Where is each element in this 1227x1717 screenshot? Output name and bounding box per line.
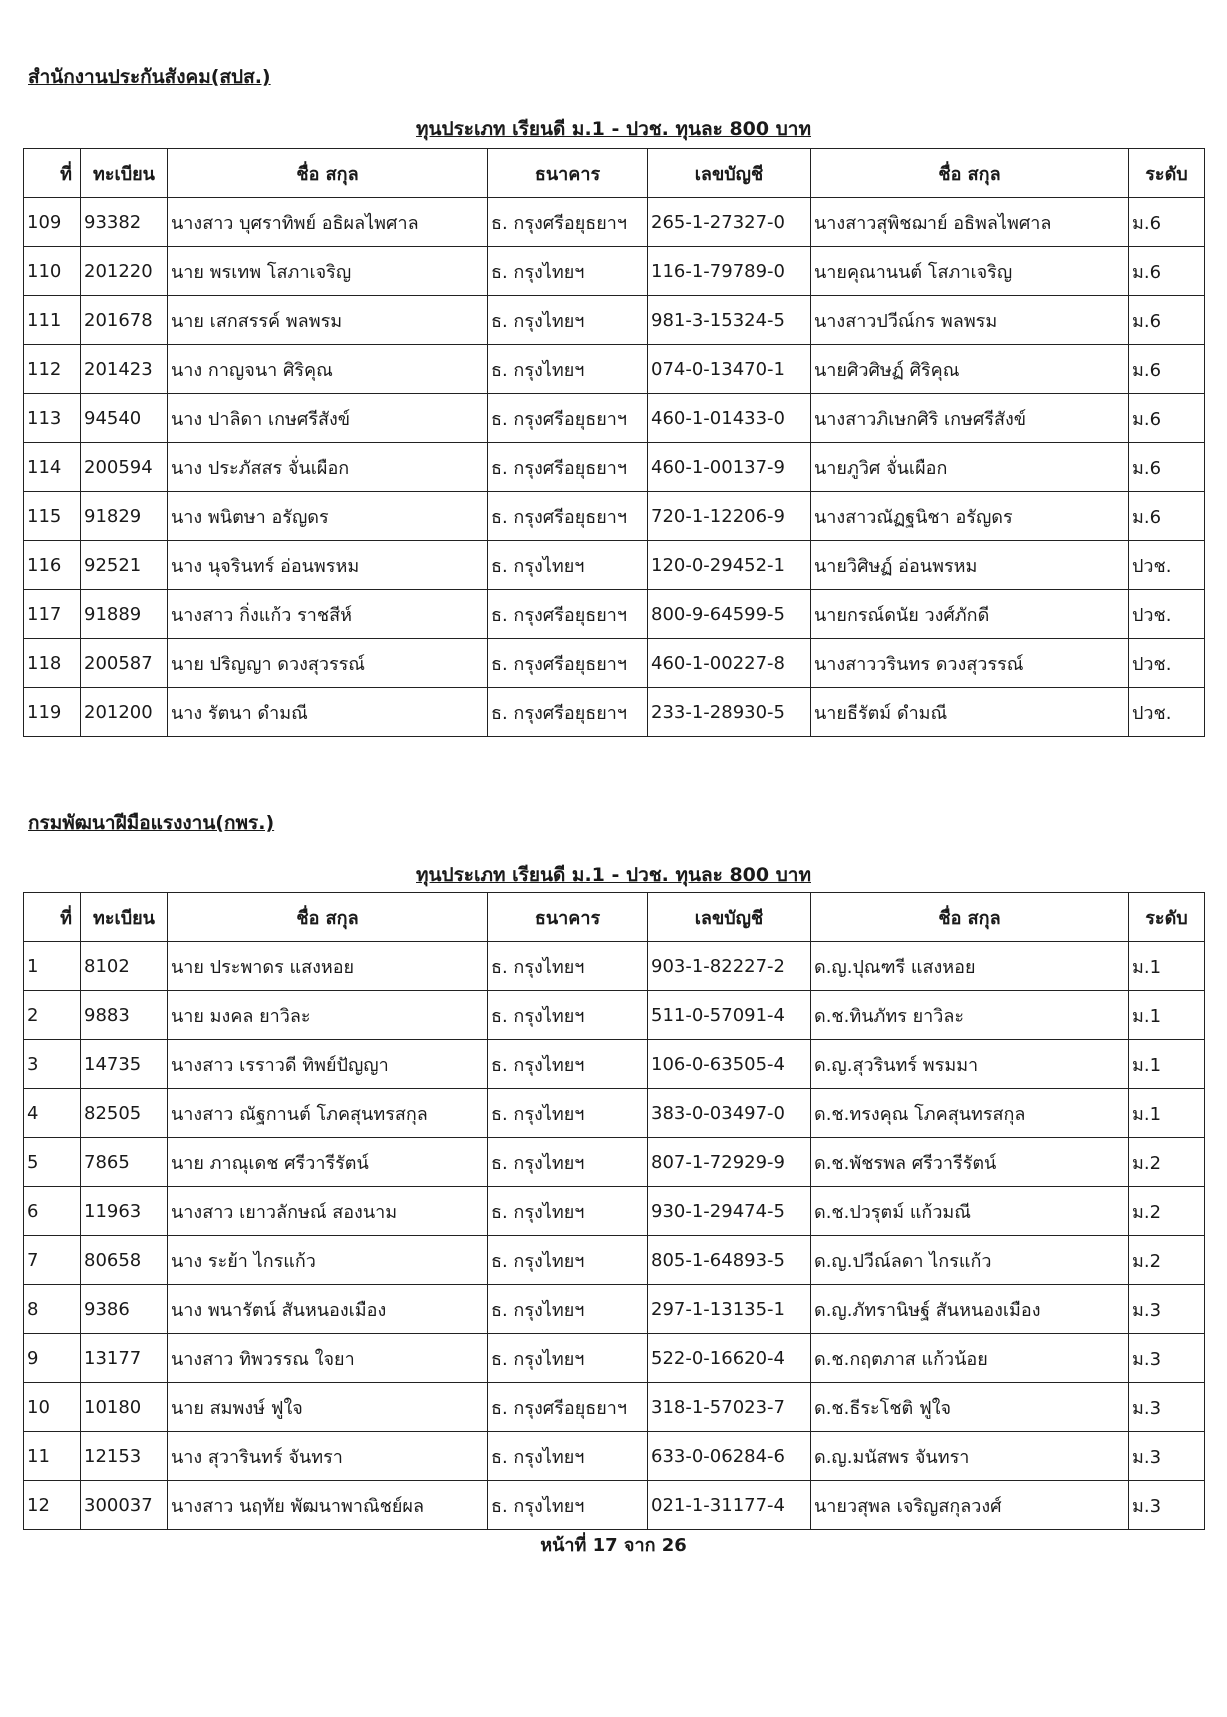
cell-parent-name: นางสาว เรราวดี ทิพย์ปัญญา [168, 1040, 488, 1089]
cell-parent-name: นางสาว กิ่งแก้ว ราชสีห์ [168, 590, 488, 639]
table-row [24, 639, 1205, 688]
table-row [24, 247, 1205, 296]
cell-account-number: 460-1-00137-9 [648, 443, 811, 492]
cell-bank: ธ. กรุงไทยฯ [488, 1138, 648, 1187]
section1-title: สำนักงานประกันสังคม(สปส.) [28, 66, 271, 88]
cell-student-name: ด.ช.ทรงคุณ โภคสุนทรสกุล [811, 1089, 1129, 1138]
cell-student-name: นายกรณ์ดนัย วงศ์ภักดี [811, 590, 1129, 639]
cell-level: ม.2 [1129, 1187, 1205, 1236]
cell-no: 6 [24, 1187, 81, 1236]
cell-registration: 91829 [81, 492, 168, 541]
cell-account-number: 021-1-31177-4 [648, 1481, 811, 1530]
cell-student-name: นางสาวณัฏฐนิชา อรัญดร [811, 492, 1129, 541]
cell-parent-name: นาย สมพงษ์ ฟูใจ [168, 1383, 488, 1432]
cell-no: 1 [24, 942, 81, 991]
cell-registration: 201220 [81, 247, 168, 296]
cell-parent-name: นางสาว เยาวลักษณ์ สองนาม [168, 1187, 488, 1236]
cell-level: ม.6 [1129, 198, 1205, 247]
table-row [24, 1187, 1205, 1236]
cell-account-number: 383-0-03497-0 [648, 1089, 811, 1138]
cell-no: 8 [24, 1285, 81, 1334]
cell-bank: ธ. กรุงไทยฯ [488, 1432, 648, 1481]
cell-no: 11 [24, 1432, 81, 1481]
table-row [24, 590, 1205, 639]
cell-bank: ธ. กรุงศรีอยุธยาฯ [488, 394, 648, 443]
cell-parent-name: นาง นุจรินทร์ อ่อนพรหม [168, 541, 488, 590]
cell-bank: ธ. กรุงไทยฯ [488, 1334, 648, 1383]
header-no: ที่ [24, 149, 81, 198]
cell-no: 119 [24, 688, 81, 737]
cell-student-name: ด.ญ.ปุณฑรี แสงหอย [811, 942, 1129, 991]
cell-parent-name: นาง ปาลิดา เกษศรีสังข์ [168, 394, 488, 443]
cell-account-number: 981-3-15324-5 [648, 296, 811, 345]
cell-account-number: 930-1-29474-5 [648, 1187, 811, 1236]
cell-parent-name: นางสาว ณัฐกานต์ โภคสุนทรสกุล [168, 1089, 488, 1138]
section1-table-title: ทุนประเภท เรียนดี ม.1 - ปวช. ทุนละ 800 บาท [416, 118, 811, 140]
header-level: ระดับ [1129, 893, 1205, 942]
section2-table-title: ทุนประเภท เรียนดี ม.1 - ปวช. ทุนละ 800 บาท [416, 864, 811, 886]
cell-bank: ธ. กรุงศรีอยุธยาฯ [488, 1383, 648, 1432]
table-row [24, 1040, 1205, 1089]
cell-level: ม.6 [1129, 345, 1205, 394]
cell-no: 10 [24, 1383, 81, 1432]
cell-registration: 80658 [81, 1236, 168, 1285]
cell-parent-name: นาง รัตนา ดำมณี [168, 688, 488, 737]
table-row [24, 1432, 1205, 1481]
cell-no: 4 [24, 1089, 81, 1138]
cell-student-name: ด.ช.พัชรพล ศรีวารีรัตน์ [811, 1138, 1129, 1187]
cell-no: 5 [24, 1138, 81, 1187]
cell-registration: 9386 [81, 1285, 168, 1334]
cell-level: ม.2 [1129, 1138, 1205, 1187]
cell-registration: 201200 [81, 688, 168, 737]
cell-account-number: 522-0-16620-4 [648, 1334, 811, 1383]
table-row [24, 991, 1205, 1040]
table-row [24, 1383, 1205, 1432]
cell-registration: 13177 [81, 1334, 168, 1383]
cell-account-number: 720-1-12206-9 [648, 492, 811, 541]
cell-bank: ธ. กรุงไทยฯ [488, 1040, 648, 1089]
cell-level: ม.2 [1129, 1236, 1205, 1285]
cell-parent-name: นาง สุวารินทร์ จันทรา [168, 1432, 488, 1481]
cell-no: 9 [24, 1334, 81, 1383]
cell-no: 118 [24, 639, 81, 688]
cell-account-number: 318-1-57023-7 [648, 1383, 811, 1432]
section2-title: กรมพัฒนาฝีมือแรงงาน(กพร.) [28, 812, 275, 834]
cell-bank: ธ. กรุงไทยฯ [488, 345, 648, 394]
cell-account-number: 116-1-79789-0 [648, 247, 811, 296]
section2-table [23, 892, 1205, 1530]
cell-no: 113 [24, 394, 81, 443]
cell-bank: ธ. กรุงไทยฯ [488, 1481, 648, 1530]
cell-bank: ธ. กรุงไทยฯ [488, 942, 648, 991]
cell-bank: ธ. กรุงไทยฯ [488, 247, 648, 296]
cell-no: 115 [24, 492, 81, 541]
cell-registration: 91889 [81, 590, 168, 639]
cell-registration: 200587 [81, 639, 168, 688]
cell-account-number: 120-0-29452-1 [648, 541, 811, 590]
cell-level: ม.1 [1129, 942, 1205, 991]
cell-registration: 300037 [81, 1481, 168, 1530]
cell-student-name: นางสาววรินทร ดวงสุวรรณ์ [811, 639, 1129, 688]
cell-account-number: 807-1-72929-9 [648, 1138, 811, 1187]
cell-parent-name: นางสาว บุศราทิพย์ อธิผลไพศาล [168, 198, 488, 247]
header-registration: ทะเบียน [81, 893, 168, 942]
header-account-number: เลขบัญชี [648, 893, 811, 942]
cell-account-number: 106-0-63505-4 [648, 1040, 811, 1089]
cell-student-name: ด.ญ.สุวรินทร์ พรมมา [811, 1040, 1129, 1089]
cell-parent-name: นาย มงคล ยาวิละ [168, 991, 488, 1040]
cell-bank: ธ. กรุงศรีอยุธยาฯ [488, 688, 648, 737]
cell-level: ปวช. [1129, 639, 1205, 688]
cell-no: 111 [24, 296, 81, 345]
cell-parent-name: นาย ประพาดร แสงหอย [168, 942, 488, 991]
cell-bank: ธ. กรุงศรีอยุธยาฯ [488, 443, 648, 492]
cell-bank: ธ. กรุงไทยฯ [488, 1285, 648, 1334]
table-header-row [24, 893, 1205, 942]
cell-student-name: นายวสุพล เจริญสกุลวงศ์ [811, 1481, 1129, 1530]
cell-bank: ธ. กรุงไทยฯ [488, 541, 648, 590]
cell-registration: 14735 [81, 1040, 168, 1089]
cell-account-number: 233-1-28930-5 [648, 688, 811, 737]
cell-registration: 12153 [81, 1432, 168, 1481]
cell-level: ปวช. [1129, 541, 1205, 590]
table-row [24, 345, 1205, 394]
cell-student-name: ด.ญ.ปวีณ์ลดา ไกรแก้ว [811, 1236, 1129, 1285]
cell-registration: 7865 [81, 1138, 168, 1187]
cell-registration: 94540 [81, 394, 168, 443]
cell-no: 116 [24, 541, 81, 590]
cell-registration: 200594 [81, 443, 168, 492]
table-row [24, 541, 1205, 590]
cell-account-number: 805-1-64893-5 [648, 1236, 811, 1285]
cell-registration: 92521 [81, 541, 168, 590]
header-account-number: เลขบัญชี [648, 149, 811, 198]
cell-level: ม.3 [1129, 1383, 1205, 1432]
cell-no: 114 [24, 443, 81, 492]
cell-no: 117 [24, 590, 81, 639]
cell-student-name: นายภูวิศ จั่นเผือก [811, 443, 1129, 492]
cell-student-name: ด.ญ.มนัสพร จันทรา [811, 1432, 1129, 1481]
table-row [24, 942, 1205, 991]
header-no: ที่ [24, 893, 81, 942]
cell-no: 110 [24, 247, 81, 296]
cell-registration: 201678 [81, 296, 168, 345]
cell-student-name: นายวิศิษฏ์ อ่อนพรหม [811, 541, 1129, 590]
cell-level: ม.6 [1129, 296, 1205, 345]
cell-student-name: นางสาวปวีณ์กร พลพรม [811, 296, 1129, 345]
cell-account-number: 460-1-00227-8 [648, 639, 811, 688]
cell-level: ปวช. [1129, 590, 1205, 639]
cell-registration: 10180 [81, 1383, 168, 1432]
cell-parent-name: นาย ภาณุเดช ศรีวารีรัตน์ [168, 1138, 488, 1187]
cell-bank: ธ. กรุงไทยฯ [488, 296, 648, 345]
cell-level: ม.6 [1129, 394, 1205, 443]
cell-account-number: 511-0-57091-4 [648, 991, 811, 1040]
table-row [24, 1236, 1205, 1285]
cell-parent-name: นาง ระย้า ไกรแก้ว [168, 1236, 488, 1285]
cell-level: ม.3 [1129, 1285, 1205, 1334]
cell-bank: ธ. กรุงไทยฯ [488, 1187, 648, 1236]
cell-account-number: 297-1-13135-1 [648, 1285, 811, 1334]
cell-account-number: 800-9-64599-5 [648, 590, 811, 639]
cell-level: ม.3 [1129, 1334, 1205, 1383]
cell-student-name: ด.ช.ธีระโชติ ฟูใจ [811, 1383, 1129, 1432]
cell-parent-name: นาง ประภัสสร จั่นเผือก [168, 443, 488, 492]
cell-registration: 93382 [81, 198, 168, 247]
cell-parent-name: นาง กาญจนา ศิริคุณ [168, 345, 488, 394]
cell-student-name: นางสาวสุพิชฌาย์ อธิพลไพศาล [811, 198, 1129, 247]
cell-no: 3 [24, 1040, 81, 1089]
table-row [24, 492, 1205, 541]
table-header-row [24, 149, 1205, 198]
header-bank: ธนาคาร [488, 149, 648, 198]
cell-account-number: 074-0-13470-1 [648, 345, 811, 394]
table-row [24, 296, 1205, 345]
cell-student-name: นายศิวศิษฏ์ ศิริคุณ [811, 345, 1129, 394]
header-parent-name: ชื่อ สกุล [168, 893, 488, 942]
cell-account-number: 903-1-82227-2 [648, 942, 811, 991]
cell-bank: ธ. กรุงศรีอยุธยาฯ [488, 492, 648, 541]
cell-registration: 201423 [81, 345, 168, 394]
cell-level: ม.3 [1129, 1432, 1205, 1481]
cell-no: 7 [24, 1236, 81, 1285]
cell-no: 12 [24, 1481, 81, 1530]
table-row [24, 443, 1205, 492]
cell-level: ม.6 [1129, 247, 1205, 296]
cell-student-name: นางสาวภิเษกศิริ เกษศรีสังข์ [811, 394, 1129, 443]
cell-account-number: 460-1-01433-0 [648, 394, 811, 443]
cell-no: 112 [24, 345, 81, 394]
table-row [24, 1481, 1205, 1530]
cell-parent-name: นาย เสกสรรค์ พลพรม [168, 296, 488, 345]
cell-parent-name: นาง พนิตษา อรัญดร [168, 492, 488, 541]
cell-level: ม.6 [1129, 443, 1205, 492]
cell-student-name: นายธีรัตม์ ดำมณี [811, 688, 1129, 737]
header-parent-name: ชื่อ สกุล [168, 149, 488, 198]
cell-level: ม.6 [1129, 492, 1205, 541]
cell-bank: ธ. กรุงศรีอยุธยาฯ [488, 590, 648, 639]
cell-registration: 11963 [81, 1187, 168, 1236]
cell-parent-name: นาย ปริญญา ดวงสุวรรณ์ [168, 639, 488, 688]
table-row [24, 1089, 1205, 1138]
header-bank: ธนาคาร [488, 893, 648, 942]
cell-bank: ธ. กรุงไทยฯ [488, 991, 648, 1040]
cell-account-number: 265-1-27327-0 [648, 198, 811, 247]
header-registration: ทะเบียน [81, 149, 168, 198]
cell-account-number: 633-0-06284-6 [648, 1432, 811, 1481]
cell-registration: 9883 [81, 991, 168, 1040]
cell-student-name: นายคุณานนต์ โสภาเจริญ [811, 247, 1129, 296]
cell-bank: ธ. กรุงศรีอยุธยาฯ [488, 639, 648, 688]
cell-student-name: ด.ช.กฤตภาส แก้วน้อย [811, 1334, 1129, 1383]
table-row [24, 688, 1205, 737]
cell-level: ม.3 [1129, 1481, 1205, 1530]
cell-parent-name: นาย พรเทพ โสภาเจริญ [168, 247, 488, 296]
table-row [24, 1334, 1205, 1383]
cell-parent-name: นาง พนารัตน์ สันหนองเมือง [168, 1285, 488, 1334]
cell-no: 2 [24, 991, 81, 1040]
header-level: ระดับ [1129, 149, 1205, 198]
table-row [24, 1138, 1205, 1187]
cell-bank: ธ. กรุงไทยฯ [488, 1089, 648, 1138]
header-student-name: ชื่อ สกุล [811, 893, 1129, 942]
cell-level: ปวช. [1129, 688, 1205, 737]
table-row [24, 1285, 1205, 1334]
cell-level: ม.1 [1129, 1040, 1205, 1089]
cell-student-name: ด.ญ.ภัทรานิษฐ์ สันหนองเมือง [811, 1285, 1129, 1334]
cell-registration: 82505 [81, 1089, 168, 1138]
cell-parent-name: นางสาว ทิพวรรณ ใจยา [168, 1334, 488, 1383]
section1-table [23, 148, 1205, 737]
header-student-name: ชื่อ สกุล [811, 149, 1129, 198]
cell-bank: ธ. กรุงศรีอยุธยาฯ [488, 198, 648, 247]
cell-registration: 8102 [81, 942, 168, 991]
page-footer: หน้าที่ 17 จาก 26 [540, 1535, 687, 1556]
table-row [24, 394, 1205, 443]
cell-student-name: ด.ช.ปวรุตม์ แก้วมณี [811, 1187, 1129, 1236]
cell-no: 109 [24, 198, 81, 247]
cell-student-name: ด.ช.ทินภัทร ยาวิละ [811, 991, 1129, 1040]
table-row [24, 198, 1205, 247]
cell-level: ม.1 [1129, 991, 1205, 1040]
cell-parent-name: นางสาว นฤทัย พัฒนาพาณิชย์ผล [168, 1481, 488, 1530]
cell-bank: ธ. กรุงไทยฯ [488, 1236, 648, 1285]
cell-level: ม.1 [1129, 1089, 1205, 1138]
